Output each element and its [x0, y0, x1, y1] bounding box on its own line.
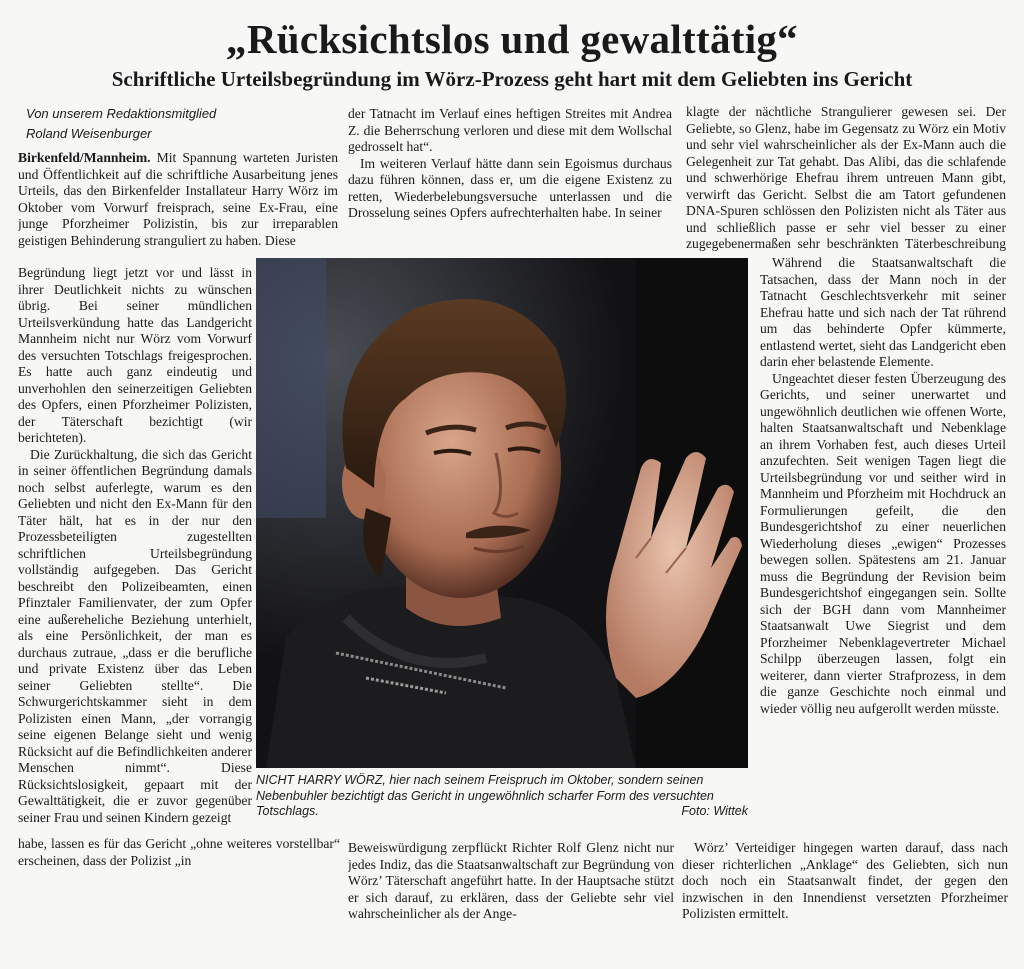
- photo-caption: [256, 773, 748, 820]
- byline: [26, 104, 346, 144]
- paragraph-text: Die Zurückhaltung, die sich das Gericht in seiner öffentlichen Begründung damals noch selbst auferlegte, warum es den Geliebten und nicht den Ex-Mann für den Täter hält, hat es in der nur den Prozessbeteiligten zugestellten schriftlichen Urteilsbegründung vollständig aufgegeben. Das Gericht beschreibt den Polizeibeamten, einen Pfinztaler Familienvater, der zum Opfer eine außereheliche Beziehung unterhielt, als eine Persönlichkeit, der man es durchaus zutraue, „dass er die berufliche und private Existenz über das Leben seiner Geliebten stellte“. Die Schwurgerichtskammer sieht in dem Polizisten einen Mann, „der vorrangig seine eigenen Belange sieht und wenig Rücksicht auf die Befindlichkeiten anderer Menschen nimmt“. Diese Rücksichtslosigkeit, gepaart mit der Gewalttätigkeit, die er zuvor gegenüber seiner Frau und seinen Kindern gezeigt: [18, 446, 252, 825]
- paragraph: Im weiteren Verlauf hätte dann sein Egoismus durchaus dazu führen können, dass er, um die eigene Existenz zu retten, Wiederbelebungsversuche unterlassen und die Drosselung seines Opfers aufrechterhalten habe. In seiner: [348, 155, 672, 220]
- photo-man-waving: [256, 258, 748, 768]
- paragraph: [18, 150, 338, 249]
- dateline: Birkenfeld/Mannheim.: [18, 150, 151, 165]
- paragraph: Ungeachtet dieser festen Überzeugung des Gerichts, und seiner unerwartet und ungewöhnlich deutlichen wie offenen Worte, halten Staatsanwaltschaft und Nebenklage an ihrem Vorhaben fest, auch dieses Urteil anzufechten. Seit wenigen Tagen liegt die Urteilsbegründung vor und seither wird in Mannheim und Pforzheim mit Hochdruck an Formulierungen gefeilt, die den Bundesgerichtshof zu einer neuerlichen Wiederholung dieses „ewigen“ Prozesses bewegen sollen. Spätestens am 21. Januar muss die Begründung der Revision beim Bundesgerichtshof eingegangen sein. Sollte sich der BGH dann vom Mannheimer Staatsanwalt Uwe Siegrist und dem Pforzheimer Nebenklagevertreter Michael Schilpp überzeugen lassen, folgt ein weiterer, dann vierter Strafprozess, in dem die ganze Geschichte noch einmal und wieder völlig neu aufgerollt werden müsste.: [760, 370, 1006, 716]
- article-column-3-top: [686, 104, 1006, 254]
- paragraph: Während die Staatsanwaltschaft die Tatsachen, dass der Mann noch in der Tatnacht Geschlechtsverkehr mit seiner Ehefrau hatte und sich nach der Tat rührend um das behinderte Opfer kümmerte, entlastend wertet, sieht das Landgericht eben darin eher belastende Elemente.: [760, 255, 1006, 369]
- paragraph-continued: habe, lassen es für das Gericht „ohne weiteres vorstellbar“ erscheinen, dass der Polizist „in: [18, 836, 340, 868]
- article-column-3-bottom: [682, 840, 1008, 940]
- byline-author: Roland Weisenburger: [26, 126, 152, 141]
- article-column-3-narrow: [760, 255, 1006, 835]
- paragraph: der Tatnacht im Verlauf eines heftigen Streites mit Andrea Z. die Beherrschung verloren und diese mit dem Wollschal gedrosselt hat“.: [348, 106, 672, 154]
- article-column-2-top: [348, 106, 672, 236]
- paragraph: Wörz’ Verteidiger hingegen warten darauf, dass nach dieser richterlichen „Anklage“ des Geliebten, sich nun doch noch ein Staatsanwalt findet, der gegen den inzwischen in den Innendienst versetzten Pforzheimer Polizisten ermittelt.: [682, 840, 1008, 921]
- byline-line-1: Von unserem Redaktionsmitglied: [26, 106, 217, 121]
- caption-lead: NICHT HARRY WÖRZ,: [256, 773, 386, 787]
- article-column-1: [18, 150, 338, 265]
- paragraph-continued: [18, 265, 252, 826]
- paragraph: klagte der nächtliche Strangulierer gewesen sei. Der Geliebte, so Glenz, habe im Gegensatz zu Wörz ein Motiv und sehr viel wahrscheinlicher als der Ex-Mann auch die Gelegenheit zur Tat gehabt. Das Alibi, das die schlafende und schwerhörige Ehefrau ihrem untreuen Mann gibt, verwirft das Gericht. Selbst die am Tatort gefundenen DNA-Spuren schlössen den Polizisten nicht als Täter aus und schließlich passe er sehr viel besser zu einer zugegebenermaßen sehr beschränkten Täterbeschreibung: [686, 104, 1006, 251]
- article-column-2-bottom: [348, 840, 674, 940]
- subheadline: Schriftliche Urteilsbegründung im Wörz-Prozess geht hart mit dem Geliebten ins Gericht: [111, 67, 913, 91]
- paragraph-text: Mit Spannung warteten Juristen und Öffentlichkeit auf die schriftliche Ausarbeitung jenes Urteils, das den Birkenfelder Installateur Harry Wörz im Oktober vom Vorwurf freisprach, seine Ex-Frau, eine junge Pforzheimer Polizistin, bis zur irreparablen geistigen Behinderung stranguliert zu haben. Diese: [18, 150, 338, 248]
- caption-text: hier nach seinem Freispruch im Oktober, sondern seinen Nebenbuhler bezichtigt das Gericht in ungewöhnlich scharfer Form des versuchten Totschlags.: [256, 773, 714, 818]
- photo-credit: Foto: Wittek: [681, 804, 748, 818]
- paragraph: Beweiswürdigung zerpflückt Richter Rolf Glenz nicht nur jedes Indiz, das die Staatsanwaltschaft zur Begründung von Wörz’ Täterschaft angeführt hatte. In der Hauptsache stützt er sich darauf, zu erklären, dass der Geliebte sehr viel wahrscheinlicher als der Ange-: [348, 840, 674, 921]
- article-column-1-bottom: [18, 836, 340, 946]
- headline: „Rücksichtslos und gewalttätig“: [226, 16, 798, 62]
- article-column-1-narrow: [18, 265, 252, 835]
- paragraph-text: Begründung liegt jetzt vor und lässt in ihrer Deutlichkeit nichts zu wünschen übrig. Bei seiner mündlichen Urteilsverkündung hatte das Landgericht Mannheim nicht nur Wörz vom Vorwurf des versuchten Totschlags freigesprochen. Es hatte auch ganz eindeutig und unverhohlen den seinerzeitigen Geliebten des Opfers, einen Pforzheimer Polizisten, der Täterschaft bezichtigt (wir berichteten).: [18, 265, 252, 445]
- photo-illustration: [256, 258, 748, 768]
